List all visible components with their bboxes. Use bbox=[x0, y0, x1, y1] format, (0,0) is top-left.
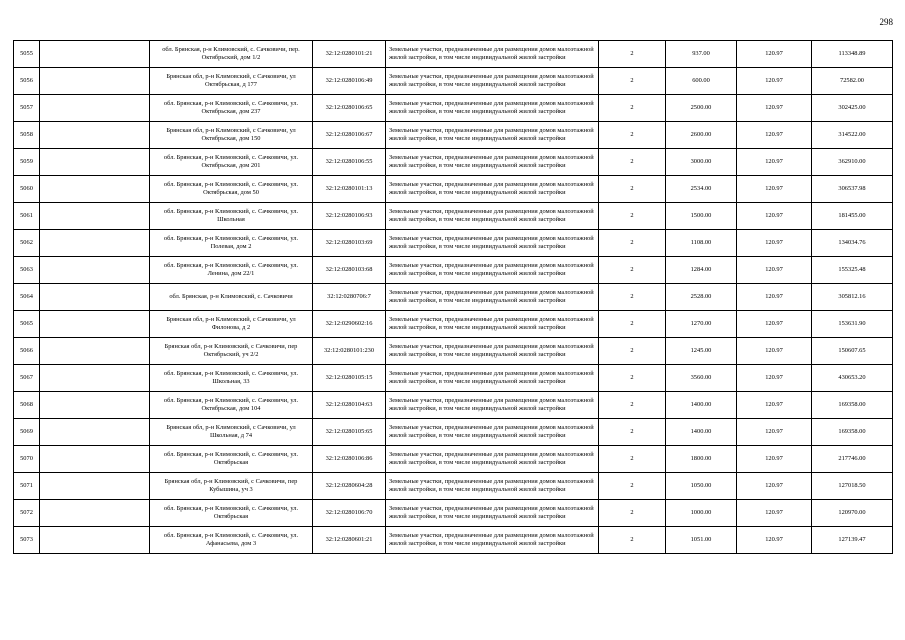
rate-cell: 120.97 bbox=[737, 41, 812, 68]
row-number-cell: 5058 bbox=[14, 122, 40, 149]
rate-cell: 120.97 bbox=[737, 473, 812, 500]
address-cell: обл. Брянская, р-н Климовский, с. Сачковичи, ул. Октябрьская bbox=[150, 500, 313, 527]
rate-cell: 120.97 bbox=[737, 257, 812, 284]
blank-cell bbox=[40, 311, 150, 338]
cadastral-value-cell: 127139.47 bbox=[812, 527, 893, 554]
purpose-cell: Земельные участки, предназначенные для размещения домов малоэтажной жилой застройки, в том числе индивидуальной жилой застройки bbox=[386, 446, 599, 473]
category-cell: 2 bbox=[599, 176, 666, 203]
purpose-cell: Земельные участки, предназначенные для размещения домов малоэтажной жилой застройки, в том числе индивидуальной жилой застройки bbox=[386, 230, 599, 257]
area-cell: 2528.00 bbox=[666, 284, 737, 311]
table-row bbox=[14, 95, 893, 122]
table-row bbox=[14, 338, 893, 365]
table-row bbox=[14, 419, 893, 446]
category-cell: 2 bbox=[599, 257, 666, 284]
rate-cell: 120.97 bbox=[737, 446, 812, 473]
rate-cell: 120.97 bbox=[737, 392, 812, 419]
row-number-cell: 5070 bbox=[14, 446, 40, 473]
table-row bbox=[14, 230, 893, 257]
rate-cell: 120.97 bbox=[737, 149, 812, 176]
table-row bbox=[14, 284, 893, 311]
table-row bbox=[14, 392, 893, 419]
row-number-cell: 5067 bbox=[14, 365, 40, 392]
rate-cell: 120.97 bbox=[737, 230, 812, 257]
address-cell: обл. Брянская, р-н Климовский, с. Сачковичи, ул. Октябрьская bbox=[150, 446, 313, 473]
cadastral-value-cell: 430653.20 bbox=[812, 365, 893, 392]
cadastral-number-cell: 32:12:0280101:230 bbox=[313, 338, 386, 365]
purpose-cell: Земельные участки, предназначенные для размещения домов малоэтажной жилой застройки, в том числе индивидуальной жилой застройки bbox=[386, 500, 599, 527]
address-cell: обл. Брянская, р-н Климовский, с. Сачковичи, ул. Октябрьская, дом 201 bbox=[150, 149, 313, 176]
purpose-cell: Земельные участки, предназначенные для размещения домов малоэтажной жилой застройки, в том числе индивидуальной жилой застройки bbox=[386, 257, 599, 284]
purpose-cell: Земельные участки, предназначенные для размещения домов малоэтажной жилой застройки, в том числе индивидуальной жилой застройки bbox=[386, 203, 599, 230]
cadastral-value-cell: 181455.00 bbox=[812, 203, 893, 230]
cadastral-number-cell: 32:12:0280106:70 bbox=[313, 500, 386, 527]
row-number-cell: 5065 bbox=[14, 311, 40, 338]
blank-cell bbox=[40, 203, 150, 230]
purpose-cell: Земельные участки, предназначенные для размещения домов малоэтажной жилой застройки, в том числе индивидуальной жилой застройки bbox=[386, 392, 599, 419]
category-cell: 2 bbox=[599, 95, 666, 122]
cadastral-value-cell: 155325.48 bbox=[812, 257, 893, 284]
cadastral-number-cell: 32:12:0280106:93 bbox=[313, 203, 386, 230]
table-row bbox=[14, 365, 893, 392]
row-number-cell: 5068 bbox=[14, 392, 40, 419]
rate-cell: 120.97 bbox=[737, 311, 812, 338]
area-cell: 1500.00 bbox=[666, 203, 737, 230]
cadastral-number-cell: 32:12:0280105:15 bbox=[313, 365, 386, 392]
address-cell: обл. Брянская, р-н Климовский, с. Сачковичи, ул. Октябрьская, дом 50 bbox=[150, 176, 313, 203]
area-cell: 937.00 bbox=[666, 41, 737, 68]
purpose-cell: Земельные участки, предназначенные для размещения домов малоэтажной жилой застройки, в том числе индивидуальной жилой застройки bbox=[386, 41, 599, 68]
blank-cell bbox=[40, 473, 150, 500]
cadastral-number-cell: 32:12:0280706:7 bbox=[313, 284, 386, 311]
blank-cell bbox=[40, 230, 150, 257]
rate-cell: 120.97 bbox=[737, 68, 812, 95]
category-cell: 2 bbox=[599, 338, 666, 365]
category-cell: 2 bbox=[599, 203, 666, 230]
rate-cell: 120.97 bbox=[737, 365, 812, 392]
category-cell: 2 bbox=[599, 68, 666, 95]
area-cell: 2600.00 bbox=[666, 122, 737, 149]
category-cell: 2 bbox=[599, 392, 666, 419]
row-number-cell: 5057 bbox=[14, 95, 40, 122]
table-row bbox=[14, 122, 893, 149]
rate-cell: 120.97 bbox=[737, 527, 812, 554]
category-cell: 2 bbox=[599, 446, 666, 473]
table-row bbox=[14, 176, 893, 203]
purpose-cell: Земельные участки, предназначенные для размещения домов малоэтажной жилой застройки, в том числе индивидуальной жилой застройки bbox=[386, 68, 599, 95]
area-cell: 600.00 bbox=[666, 68, 737, 95]
blank-cell bbox=[40, 257, 150, 284]
row-number-cell: 5071 bbox=[14, 473, 40, 500]
category-cell: 2 bbox=[599, 500, 666, 527]
address-cell: Брянская обл, р-н Климовский, с Сачковичи, ул Филонова, д 2 bbox=[150, 311, 313, 338]
cadastral-number-cell: 32:12:0280103:68 bbox=[313, 257, 386, 284]
address-cell: обл. Брянская, р-н Климовский, с. Сачковичи, ул. Ленина, дом 22/1 bbox=[150, 257, 313, 284]
rate-cell: 120.97 bbox=[737, 419, 812, 446]
table-row bbox=[14, 473, 893, 500]
cadastral-number-cell: 32:12:0280106:55 bbox=[313, 149, 386, 176]
row-number-cell: 5064 bbox=[14, 284, 40, 311]
table-body bbox=[14, 41, 893, 554]
area-cell: 1000.00 bbox=[666, 500, 737, 527]
purpose-cell: Земельные участки, предназначенные для размещения домов малоэтажной жилой застройки, в том числе индивидуальной жилой застройки bbox=[386, 122, 599, 149]
row-number-cell: 5066 bbox=[14, 338, 40, 365]
address-cell: Брянская обл, р-н Климовский, с Сачковичи, пер Кубышина, уч 3 bbox=[150, 473, 313, 500]
cadastral-number-cell: 32:12:0280101:13 bbox=[313, 176, 386, 203]
row-number-cell: 5055 bbox=[14, 41, 40, 68]
cadastral-number-cell: 32:12:0280106:49 bbox=[313, 68, 386, 95]
area-cell: 1284.00 bbox=[666, 257, 737, 284]
category-cell: 2 bbox=[599, 149, 666, 176]
table-row bbox=[14, 527, 893, 554]
blank-cell bbox=[40, 149, 150, 176]
rate-cell: 120.97 bbox=[737, 203, 812, 230]
cadastral-value-cell: 306537.98 bbox=[812, 176, 893, 203]
table-row bbox=[14, 149, 893, 176]
table-row bbox=[14, 257, 893, 284]
cadastral-value-cell: 150607.65 bbox=[812, 338, 893, 365]
area-cell: 1400.00 bbox=[666, 392, 737, 419]
cadastral-number-cell: 32:12:0290602:16 bbox=[313, 311, 386, 338]
category-cell: 2 bbox=[599, 473, 666, 500]
rate-cell: 120.97 bbox=[737, 500, 812, 527]
area-cell: 1800.00 bbox=[666, 446, 737, 473]
category-cell: 2 bbox=[599, 527, 666, 554]
address-cell: Брянская обл, р-н Климовский, с Сачковичи, ул Октябрьская, д 177 bbox=[150, 68, 313, 95]
area-cell: 3000.00 bbox=[666, 149, 737, 176]
address-cell: обл. Брянская, р-н Климовский, с. Сачковичи, пер. Октябрьский, дом 1/2 bbox=[150, 41, 313, 68]
cadastral-number-cell: 32:12:0280601:21 bbox=[313, 527, 386, 554]
purpose-cell: Земельные участки, предназначенные для размещения домов малоэтажной жилой застройки, в том числе индивидуальной жилой застройки bbox=[386, 338, 599, 365]
address-cell: обл. Брянская, р-н Климовский, с. Сачковичи bbox=[150, 284, 313, 311]
row-number-cell: 5061 bbox=[14, 203, 40, 230]
purpose-cell: Земельные участки, предназначенные для размещения домов малоэтажной жилой застройки, в том числе индивидуальной жилой застройки bbox=[386, 284, 599, 311]
area-cell: 1400.00 bbox=[666, 419, 737, 446]
cadastral-value-cell: 127018.50 bbox=[812, 473, 893, 500]
cadastral-value-cell: 169358.00 bbox=[812, 419, 893, 446]
address-cell: обл. Брянская, р-н Климовский, с. Сачковичи, ул. Афанасьева, дом 3 bbox=[150, 527, 313, 554]
cadastral-value-cell: 314522.00 bbox=[812, 122, 893, 149]
category-cell: 2 bbox=[599, 41, 666, 68]
cadastral-number-cell: 32:12:0280101:21 bbox=[313, 41, 386, 68]
table-row bbox=[14, 311, 893, 338]
cadastral-value-cell: 120970.00 bbox=[812, 500, 893, 527]
area-cell: 1051.00 bbox=[666, 527, 737, 554]
cadastral-number-cell: 32:12:0280604:28 bbox=[313, 473, 386, 500]
blank-cell bbox=[40, 338, 150, 365]
area-cell: 2500.00 bbox=[666, 95, 737, 122]
area-cell: 1108.00 bbox=[666, 230, 737, 257]
cadastral-value-cell: 217746.00 bbox=[812, 446, 893, 473]
address-cell: Брянская обл, р-н Климовский, с Сачковичи, пер Октябрьский, уч 2/2 bbox=[150, 338, 313, 365]
cadastral-value-cell: 153631.90 bbox=[812, 311, 893, 338]
blank-cell bbox=[40, 392, 150, 419]
cadastral-number-cell: 32:12:0280106:67 bbox=[313, 122, 386, 149]
cadastral-number-cell: 32:12:0280106:65 bbox=[313, 95, 386, 122]
table-row bbox=[14, 41, 893, 68]
row-number-cell: 5059 bbox=[14, 149, 40, 176]
purpose-cell: Земельные участки, предназначенные для размещения домов малоэтажной жилой застройки, в том числе индивидуальной жилой застройки bbox=[386, 311, 599, 338]
blank-cell bbox=[40, 68, 150, 95]
row-number-cell: 5063 bbox=[14, 257, 40, 284]
area-cell: 1245.00 bbox=[666, 338, 737, 365]
purpose-cell: Земельные участки, предназначенные для размещения домов малоэтажной жилой застройки, в том числе индивидуальной жилой застройки bbox=[386, 473, 599, 500]
purpose-cell: Земельные участки, предназначенные для размещения домов малоэтажной жилой застройки, в том числе индивидуальной жилой застройки bbox=[386, 95, 599, 122]
cadastral-number-cell: 32:12:0280103:69 bbox=[313, 230, 386, 257]
table-row bbox=[14, 68, 893, 95]
blank-cell bbox=[40, 446, 150, 473]
rate-cell: 120.97 bbox=[737, 284, 812, 311]
area-cell: 3560.00 bbox=[666, 365, 737, 392]
cadastral-number-cell: 32:12:0280105:65 bbox=[313, 419, 386, 446]
purpose-cell: Земельные участки, предназначенные для размещения домов малоэтажной жилой застройки, в том числе индивидуальной жилой застройки bbox=[386, 176, 599, 203]
cadastral-value-cell: 362910.00 bbox=[812, 149, 893, 176]
purpose-cell: Земельные участки, предназначенные для размещения домов малоэтажной жилой застройки, в том числе индивидуальной жилой застройки bbox=[386, 365, 599, 392]
blank-cell bbox=[40, 95, 150, 122]
row-number-cell: 5062 bbox=[14, 230, 40, 257]
purpose-cell: Земельные участки, предназначенные для размещения домов малоэтажной жилой застройки, в том числе индивидуальной жилой застройки bbox=[386, 419, 599, 446]
address-cell: обл. Брянская, р-н Климовский, с. Сачковичи, ул. Полевая, дом 2 bbox=[150, 230, 313, 257]
blank-cell bbox=[40, 365, 150, 392]
address-cell: обл. Брянская, р-н Климовский, с. Сачковичи, ул. Школьная, 33 bbox=[150, 365, 313, 392]
row-number-cell: 5073 bbox=[14, 527, 40, 554]
table-row bbox=[14, 203, 893, 230]
category-cell: 2 bbox=[599, 419, 666, 446]
address-cell: обл. Брянская, р-н Климовский, с. Сачковичи, ул. Октябрьская, дом 237 bbox=[150, 95, 313, 122]
blank-cell bbox=[40, 500, 150, 527]
land-plots-table bbox=[13, 40, 893, 554]
cadastral-value-cell: 113348.89 bbox=[812, 41, 893, 68]
rate-cell: 120.97 bbox=[737, 176, 812, 203]
rate-cell: 120.97 bbox=[737, 338, 812, 365]
row-number-cell: 5072 bbox=[14, 500, 40, 527]
blank-cell bbox=[40, 176, 150, 203]
blank-cell bbox=[40, 284, 150, 311]
address-cell: обл. Брянская, р-н Климовский, с. Сачковичи, ул. Школьная bbox=[150, 203, 313, 230]
cadastral-value-cell: 169358.00 bbox=[812, 392, 893, 419]
row-number-cell: 5056 bbox=[14, 68, 40, 95]
purpose-cell: Земельные участки, предназначенные для размещения домов малоэтажной жилой застройки, в том числе индивидуальной жилой застройки bbox=[386, 149, 599, 176]
row-number-cell: 5060 bbox=[14, 176, 40, 203]
page-number: 298 bbox=[879, 17, 893, 27]
cadastral-value-cell: 72582.00 bbox=[812, 68, 893, 95]
cadastral-number-cell: 32:12:0280106:86 bbox=[313, 446, 386, 473]
rate-cell: 120.97 bbox=[737, 122, 812, 149]
cadastral-value-cell: 302425.00 bbox=[812, 95, 893, 122]
blank-cell bbox=[40, 41, 150, 68]
address-cell: Брянская обл, р-н Климовский, с Сачковичи, ул Школьная, д 74 bbox=[150, 419, 313, 446]
address-cell: Брянская обл, р-н Климовский, с Сачковичи, ул Октябрьская, дом 150 bbox=[150, 122, 313, 149]
table-row bbox=[14, 500, 893, 527]
cadastral-value-cell: 305812.16 bbox=[812, 284, 893, 311]
area-cell: 1050.00 bbox=[666, 473, 737, 500]
blank-cell bbox=[40, 419, 150, 446]
blank-cell bbox=[40, 122, 150, 149]
category-cell: 2 bbox=[599, 122, 666, 149]
category-cell: 2 bbox=[599, 365, 666, 392]
blank-cell bbox=[40, 527, 150, 554]
row-number-cell: 5069 bbox=[14, 419, 40, 446]
category-cell: 2 bbox=[599, 284, 666, 311]
purpose-cell: Земельные участки, предназначенные для размещения домов малоэтажной жилой застройки, в том числе индивидуальной жилой застройки bbox=[386, 527, 599, 554]
cadastral-number-cell: 32:12:0280104:63 bbox=[313, 392, 386, 419]
category-cell: 2 bbox=[599, 311, 666, 338]
address-cell: обл. Брянская, р-н Климовский, с. Сачковичи, ул. Октябрьская, дом 104 bbox=[150, 392, 313, 419]
category-cell: 2 bbox=[599, 230, 666, 257]
area-cell: 2534.00 bbox=[666, 176, 737, 203]
area-cell: 1270.00 bbox=[666, 311, 737, 338]
table-row bbox=[14, 446, 893, 473]
cadastral-value-cell: 134034.76 bbox=[812, 230, 893, 257]
rate-cell: 120.97 bbox=[737, 95, 812, 122]
